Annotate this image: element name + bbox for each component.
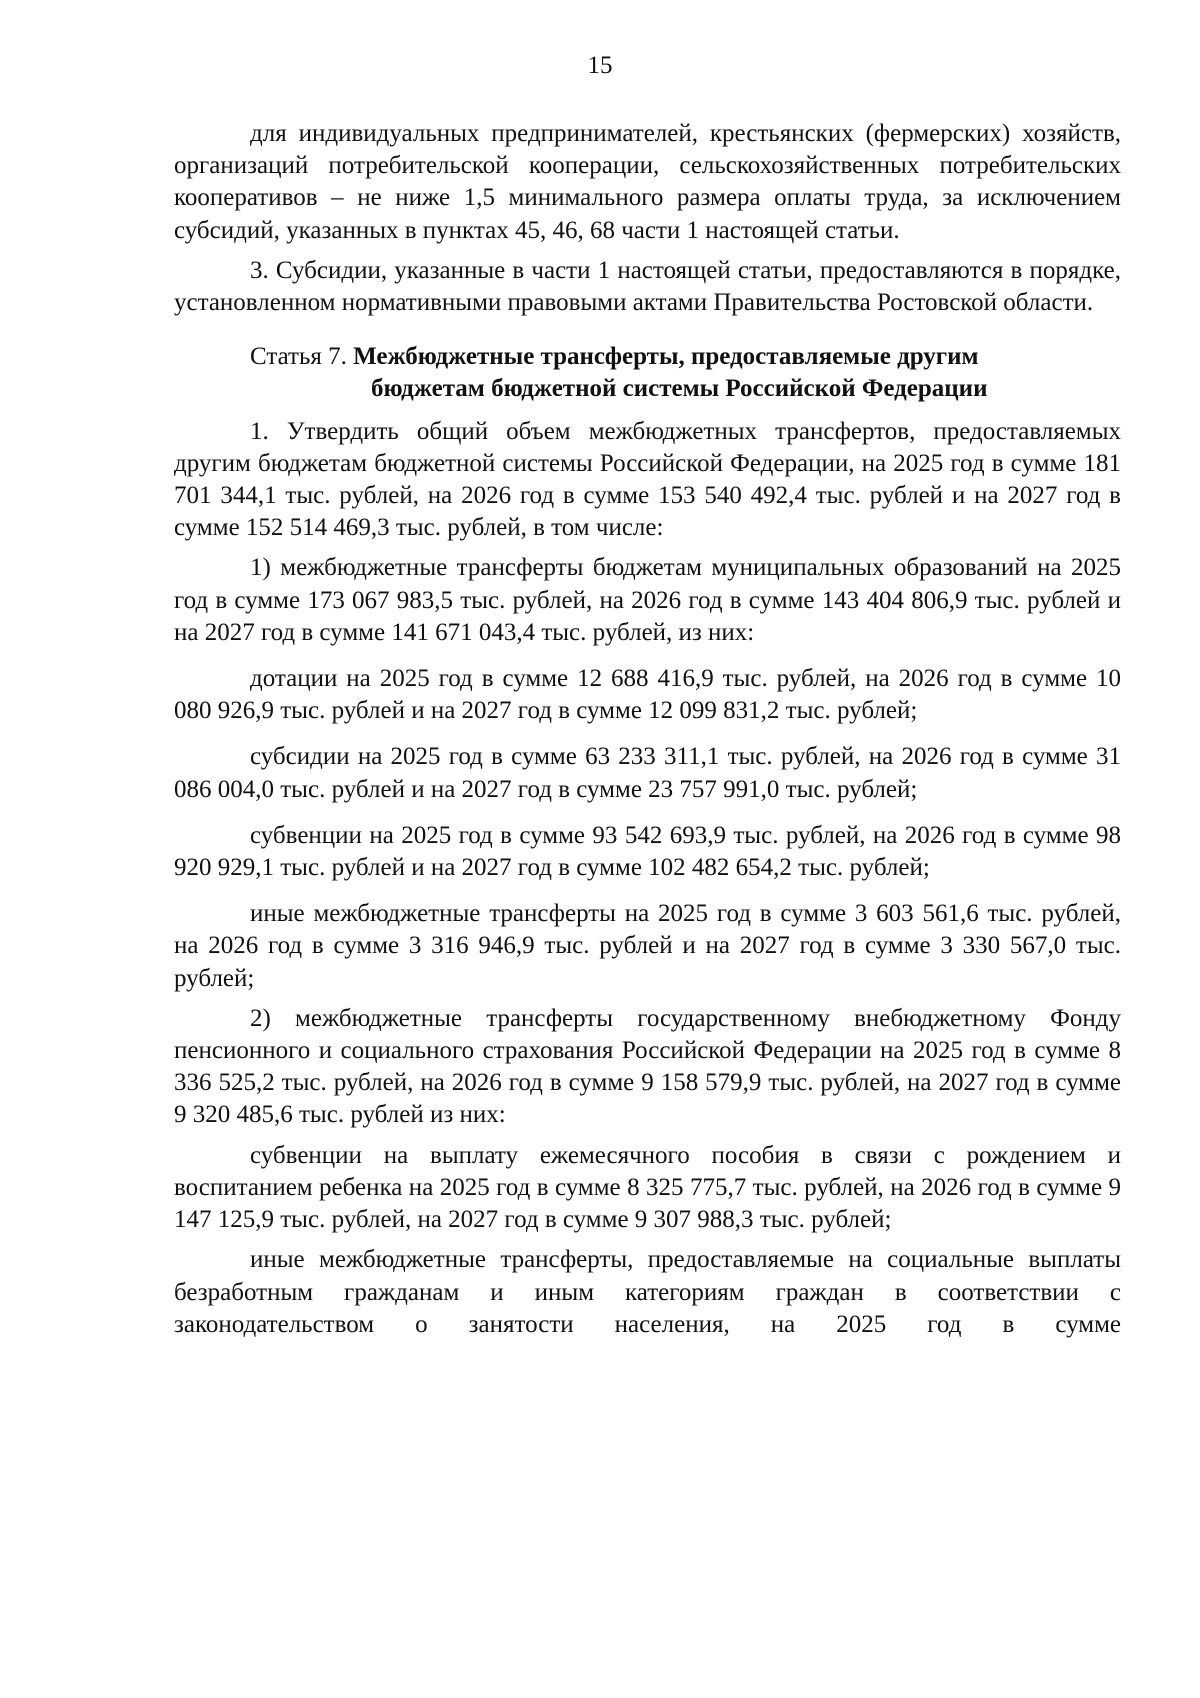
paragraph-pension-fund-transfers: 2) межбюджетные трансферты государственному внебюджетному Фонду пенсионного и социального страхования Российской Федерации на 2025 год в сумме 8 336 525,2 тыс. рублей, на 2026 год в сумме 9 158 579,9 тыс. рублей, на 2027 год в сумме 9 320 485,6 тыс. рублей из них: <box>174 1004 1121 1129</box>
page-number: 15 <box>587 52 613 79</box>
article-heading-line1 <box>250 341 1121 373</box>
paragraph-unemployment-transfers: иные межбюджетные трансферты, предоставляемые на социальные выплаты безработным гражданам и иным категориям граждан в соответствии с законодательством о занятости населения, на 2025 год в сумме <box>174 1246 1121 1338</box>
article-heading <box>174 341 1121 405</box>
paragraph-continuation: для индивидуальных предпринимателей, крестьянских (фермерских) хозяйств, организаций потребительской кооперации, сельскохозяйственных потребительских кооперативов – не ниже 1,5 минимального размера оплаты труда, за исключением субсидий, указанных в пунктах 45, 46, 68 части 1 настоящей статьи. <box>174 120 1121 244</box>
paragraph-grants: дотации на 2025 год в сумме 12 688 416,9 тыс. рублей, на 2026 год в сумме 10 080 926,9 тыс. рублей и на 2027 год в сумме 12 099 831,2 тыс. рублей; <box>174 665 1121 725</box>
paragraph-child-benefit-subventions: субвенции на выплату ежемесячного пособия в связи с рождением и воспитанием ребенка на 2025 год в сумме 8 325 775,7 тыс. рублей, на 2026 год в сумме 9 147 125,9 тыс. рублей, на 2027 год в сумме 9 307 988,3 тыс. рублей; <box>174 1141 1121 1234</box>
paragraph-subventions: субвенции на 2025 год в сумме 93 542 693,9 тыс. рублей, на 2026 год в сумме 98 920 929,1 тыс. рублей и на 2027 год в сумме 102 482 654,2 тыс. рублей; <box>174 821 1121 882</box>
paragraph-other-transfers: иные межбюджетные трансферты на 2025 год в сумме 3 603 561,6 тыс. рублей, на 2026 год в сумме 3 316 946,9 тыс. рублей и на 2027 год в сумме 3 330 567,0 тыс. рублей; <box>174 900 1121 992</box>
paragraph-total-transfers: 1. Утвердить общий объем межбюджетных трансфертов, предоставляемых другим бюджетам бюджетной системы Российской Федерации, на 2025 год в сумме 181 701 344,1 тыс. рублей, на 2026 год в сумме 153 540 492,4 тыс. рублей и на 2027 год в сумме 152 514 469,3 тыс. рублей, в том числе: <box>174 417 1121 542</box>
article-label: Статья 7. <box>250 343 347 371</box>
document-body <box>174 118 1121 1341</box>
paragraph-subsidies-procedure: 3. Субсидии, указанные в части 1 настоящей статьи, предоставляются в порядке, установленном нормативными правовыми актами Правительства Ростовской области. <box>174 256 1121 317</box>
paragraph-subsidies: субсидии на 2025 год в сумме 63 233 311,1 тыс. рублей, на 2026 год в сумме 31 086 004,0 тыс. рублей и на 2027 год в сумме 23 757 991,0 тыс. рублей; <box>174 743 1121 803</box>
article-title-line1: Межбюджетные трансферты, предоставляемые другим <box>353 343 979 371</box>
article-title-line2: бюджетам бюджетной системы Российской Федерации <box>371 375 988 403</box>
paragraph-municipal-transfers: 1) межбюджетные трансферты бюджетам муниципальных образований на 2025 год в сумме 173 067 983,5 тыс. рублей, на 2026 год в сумме 143 404 806,9 тыс. рублей и на 2027 год в сумме 141 671 043,4 тыс. рублей, из них: <box>174 554 1121 646</box>
